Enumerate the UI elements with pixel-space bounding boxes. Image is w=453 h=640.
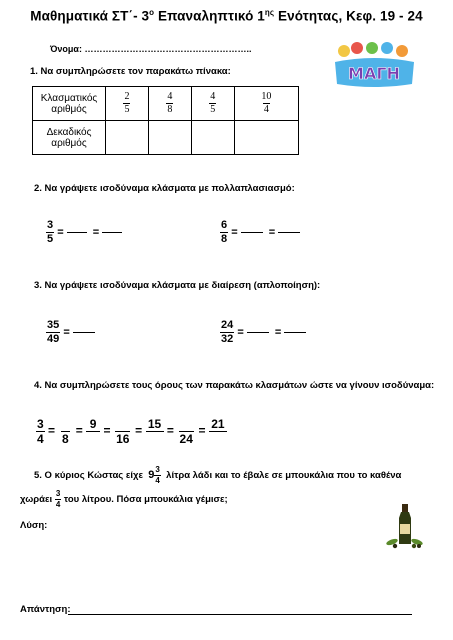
fraction-decimal-table: [32, 86, 299, 155]
question-1-label: 1. Να συμπληρώσετε τον παρακάτω πίνακα:: [30, 66, 231, 77]
table-cell-fraction: $\frac{10}{4}$: [234, 87, 298, 121]
q3-expression-2: $\frac{24}{32}$ = =: [220, 320, 306, 345]
name-field-line: Όνομα: ………………………………………………..: [50, 44, 252, 54]
decimal-answer-cell[interactable]: [148, 121, 191, 155]
q4-equivalent-chain: $\frac{3}{4}$ = 8 = 9 = 16 = 15 = 24 = 21: [36, 418, 227, 445]
question-3-label: 3. Να γράψετε ισοδύναμα κλάσματα με διαίρεση (απλοποίηση):: [34, 280, 321, 291]
question-5-line-2: χωράει $\frac{3}{4}$ του λίτρου. Πόσα μπουκάλια γέμισε;: [20, 489, 228, 509]
logo-text: ΜΑΓΗ: [348, 64, 400, 83]
magi-logo: [332, 40, 417, 88]
q2-expression-2: $\frac{6}{8}$ = =: [220, 220, 300, 245]
decimal-answer-cell[interactable]: [191, 121, 234, 155]
table-cell-fraction: $\frac{2}{5}$: [106, 87, 149, 121]
answer-line[interactable]: [68, 614, 412, 615]
table-cell-fraction: $\frac{4}{8}$: [148, 87, 191, 121]
question-4-label: 4. Να συμπληρώσετε τους όρους των παρακάτω κλασμάτων ώστε να γίνουν ισοδύναμα:: [34, 380, 435, 391]
fill-term[interactable]: [209, 431, 227, 445]
question-2-label: 2. Να γράψετε ισοδύναμα κλάσματα με πολλαπλασιασμό:: [34, 183, 295, 194]
page-title: Μαθηματικά ΣΤ΄- $3^o$ Επαναληπτικό $1^{\eta\varsigma}$ Ενότητας, Κεφ. 19 - 24: [30, 8, 423, 24]
answer-blank[interactable]: [278, 232, 300, 233]
olive-oil-bottle-icon: [384, 502, 426, 550]
decimal-answer-cell[interactable]: [234, 121, 298, 155]
fill-term[interactable]: [86, 431, 100, 445]
answer-blank[interactable]: [241, 232, 263, 233]
fill-term[interactable]: [146, 431, 164, 445]
row-label-fraction: Κλασματικός αριθμός: [33, 87, 106, 121]
decimal-answer-cell[interactable]: [106, 121, 149, 155]
solution-label: Λύση:: [20, 520, 48, 531]
question-5-line-1: 5. Ο κύριος Κώστας είχε 9 $\frac{3}{4}$ λίτρα λάδι και το έβαλε σε μπουκάλια που το καθένα: [34, 465, 402, 485]
answer-blank[interactable]: [73, 332, 95, 333]
fill-term[interactable]: [177, 418, 195, 431]
answer-blank[interactable]: [102, 232, 122, 233]
table-cell-fraction: $\frac{4}{5}$: [191, 87, 234, 121]
fill-term[interactable]: [58, 418, 72, 431]
fill-term[interactable]: [114, 418, 132, 431]
q2-expression-1: $\frac{3}{5}$ = =: [46, 220, 122, 245]
answer-blank[interactable]: [284, 332, 306, 333]
answer-blank[interactable]: [247, 332, 269, 333]
answer-label: Απάντηση:: [20, 604, 71, 615]
row-label-decimal: Δεκαδικός αριθμός: [33, 121, 106, 155]
q3-expression-1: $\frac{35}{49}$ =: [46, 320, 95, 345]
answer-blank[interactable]: [67, 232, 87, 233]
